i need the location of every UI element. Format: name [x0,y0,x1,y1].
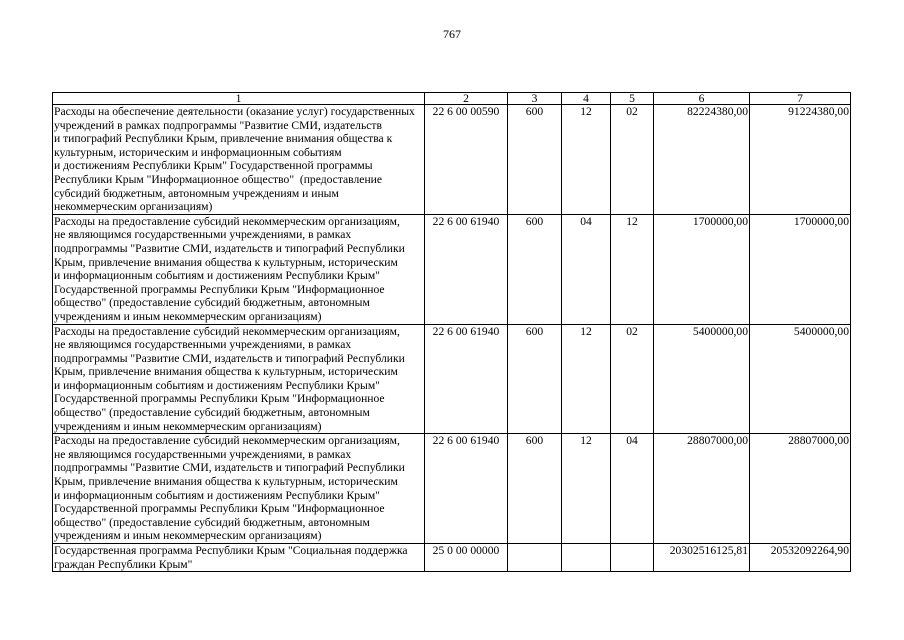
description-line: Республики Крым "Информационное общество" (предоставление [54,172,382,186]
table-header-row [53,93,851,105]
description-line: некоммерческим организациям) [54,200,213,214]
description-line: Государственной программы Республики Крым "Информационное [54,392,385,406]
expense-description-cell [53,434,425,544]
amount-col6-cell: 1700000,00 [654,214,750,324]
description-line: Крым, привлечение внимания общества к культурным, историческим [54,365,398,379]
description-line: Государственной программы Республики Крым "Информационное [54,282,385,296]
table-row [53,105,851,215]
description-line: Расходы на предоставление субсидий некоммерческим организациям, [54,434,400,448]
description-line: и типографий Республики Крым, привлечение внимания общества к [54,132,393,146]
target-code-cell: 22 6 00 61940 [425,214,508,324]
subsection-cell: 02 [611,324,654,434]
amount-col7-cell: 5400000,00 [750,324,851,434]
page-number: 767 [443,27,461,41]
description-line: общество" (предоставление субсидий бюджетным, автономным [54,515,370,529]
amount-col6-cell: 20302516125,81 [654,544,750,572]
description-line: учреждений в рамках подпрограммы "Развитие СМИ, издательств [54,118,382,132]
section-cell: 12 [562,324,611,434]
expense-description-cell [53,324,425,434]
amount-col6-cell: 5400000,00 [654,324,750,434]
amount-col7-cell: 20532092264,90 [750,544,851,572]
amount-col7-cell: 28807000,00 [750,434,851,544]
description-line: учреждениям и иным некоммерческим организациям) [54,419,322,433]
description-line: граждан Республики Крым" [54,557,193,571]
column-header-1: 1 [53,93,425,105]
subsection-cell: 04 [611,434,654,544]
target-code-cell: 22 6 00 61940 [425,434,508,544]
description-line: учреждениям и иным некоммерческим организациям) [54,309,322,323]
section-cell: 04 [562,214,611,324]
table-row [53,214,851,324]
column-header-6: 6 [654,93,750,105]
amount-col7-cell: 91224380,00 [750,105,851,215]
description-line: общество" (предоставление субсидий бюджетным, автономным [54,296,370,310]
description-line: не являющимся государственными учреждениями, в рамках [54,447,352,461]
section-cell: 12 [562,105,611,215]
amount-col7-cell: 1700000,00 [750,214,851,324]
section-cell [562,544,611,572]
description-line: подпрограммы "Развитие СМИ, издательств и типографий Республики [54,351,405,365]
column-header-7: 7 [750,93,851,105]
expense-type-cell [508,544,562,572]
column-header-2: 2 [425,93,508,105]
amount-col6-cell: 82224380,00 [654,105,750,215]
description-line: Расходы на предоставление субсидий некоммерческим организациям, [54,214,400,228]
expense-type-cell: 600 [508,105,562,215]
expense-type-cell: 600 [508,214,562,324]
table-row [53,434,851,544]
description-line: Расходы на обеспечение деятельности (оказание услуг) государственных [54,105,415,118]
description-line: и информационным событиям и достижениям Республики Крым" [54,269,380,283]
description-line: подпрограммы "Развитие СМИ, издательств и типографий Республики [54,241,405,255]
description-line: учреждениям и иным некоммерческим организациям) [54,529,322,543]
column-header-5: 5 [611,93,654,105]
target-code-cell: 22 6 00 00590 [425,105,508,215]
description-line: Расходы на предоставление субсидий некоммерческим организациям, [54,324,400,338]
description-line: Государственной программы Республики Крым "Информационное [54,502,385,516]
description-line: и информационным событиям и достижениям Республики Крым" [54,488,380,502]
subsection-cell: 02 [611,105,654,215]
amount-col6-cell: 28807000,00 [654,434,750,544]
column-header-4: 4 [562,93,611,105]
target-code-cell: 25 0 00 00000 [425,544,508,572]
description-line: не являющимся государственными учреждениями, в рамках [54,228,352,242]
subsection-cell: 12 [611,214,654,324]
expense-description-cell [53,105,425,215]
column-header-3: 3 [508,93,562,105]
description-line: и достижениям Республики Крым" Государственной программы [54,159,373,173]
budget-table [52,92,851,572]
table-row [53,544,851,572]
table-row [53,324,851,434]
subsection-cell [611,544,654,572]
expense-type-cell: 600 [508,434,562,544]
program-description-cell [53,544,425,572]
description-line: не являющимся государственными учреждениями, в рамках [54,338,352,352]
description-line: субсидий бюджетным, автономным учреждениям и иным [54,186,339,200]
description-line: Крым, привлечение внимания общества к культурным, историческим [54,255,398,269]
description-line: и информационным событиям и достижениям Республики Крым" [54,378,380,392]
description-line: культурным, историческим и информационным событиям [54,145,342,159]
description-line: подпрограммы "Развитие СМИ, издательств и типографий Республики [54,461,405,475]
description-line: Государственная программа Республики Крым "Социальная поддержка [54,544,408,557]
expense-description-cell [53,214,425,324]
description-line: общество" (предоставление субсидий бюджетным, автономным [54,406,370,420]
target-code-cell: 22 6 00 61940 [425,324,508,434]
section-cell: 12 [562,434,611,544]
expense-type-cell: 600 [508,324,562,434]
description-line: Крым, привлечение внимания общества к культурным, историческим [54,475,398,489]
